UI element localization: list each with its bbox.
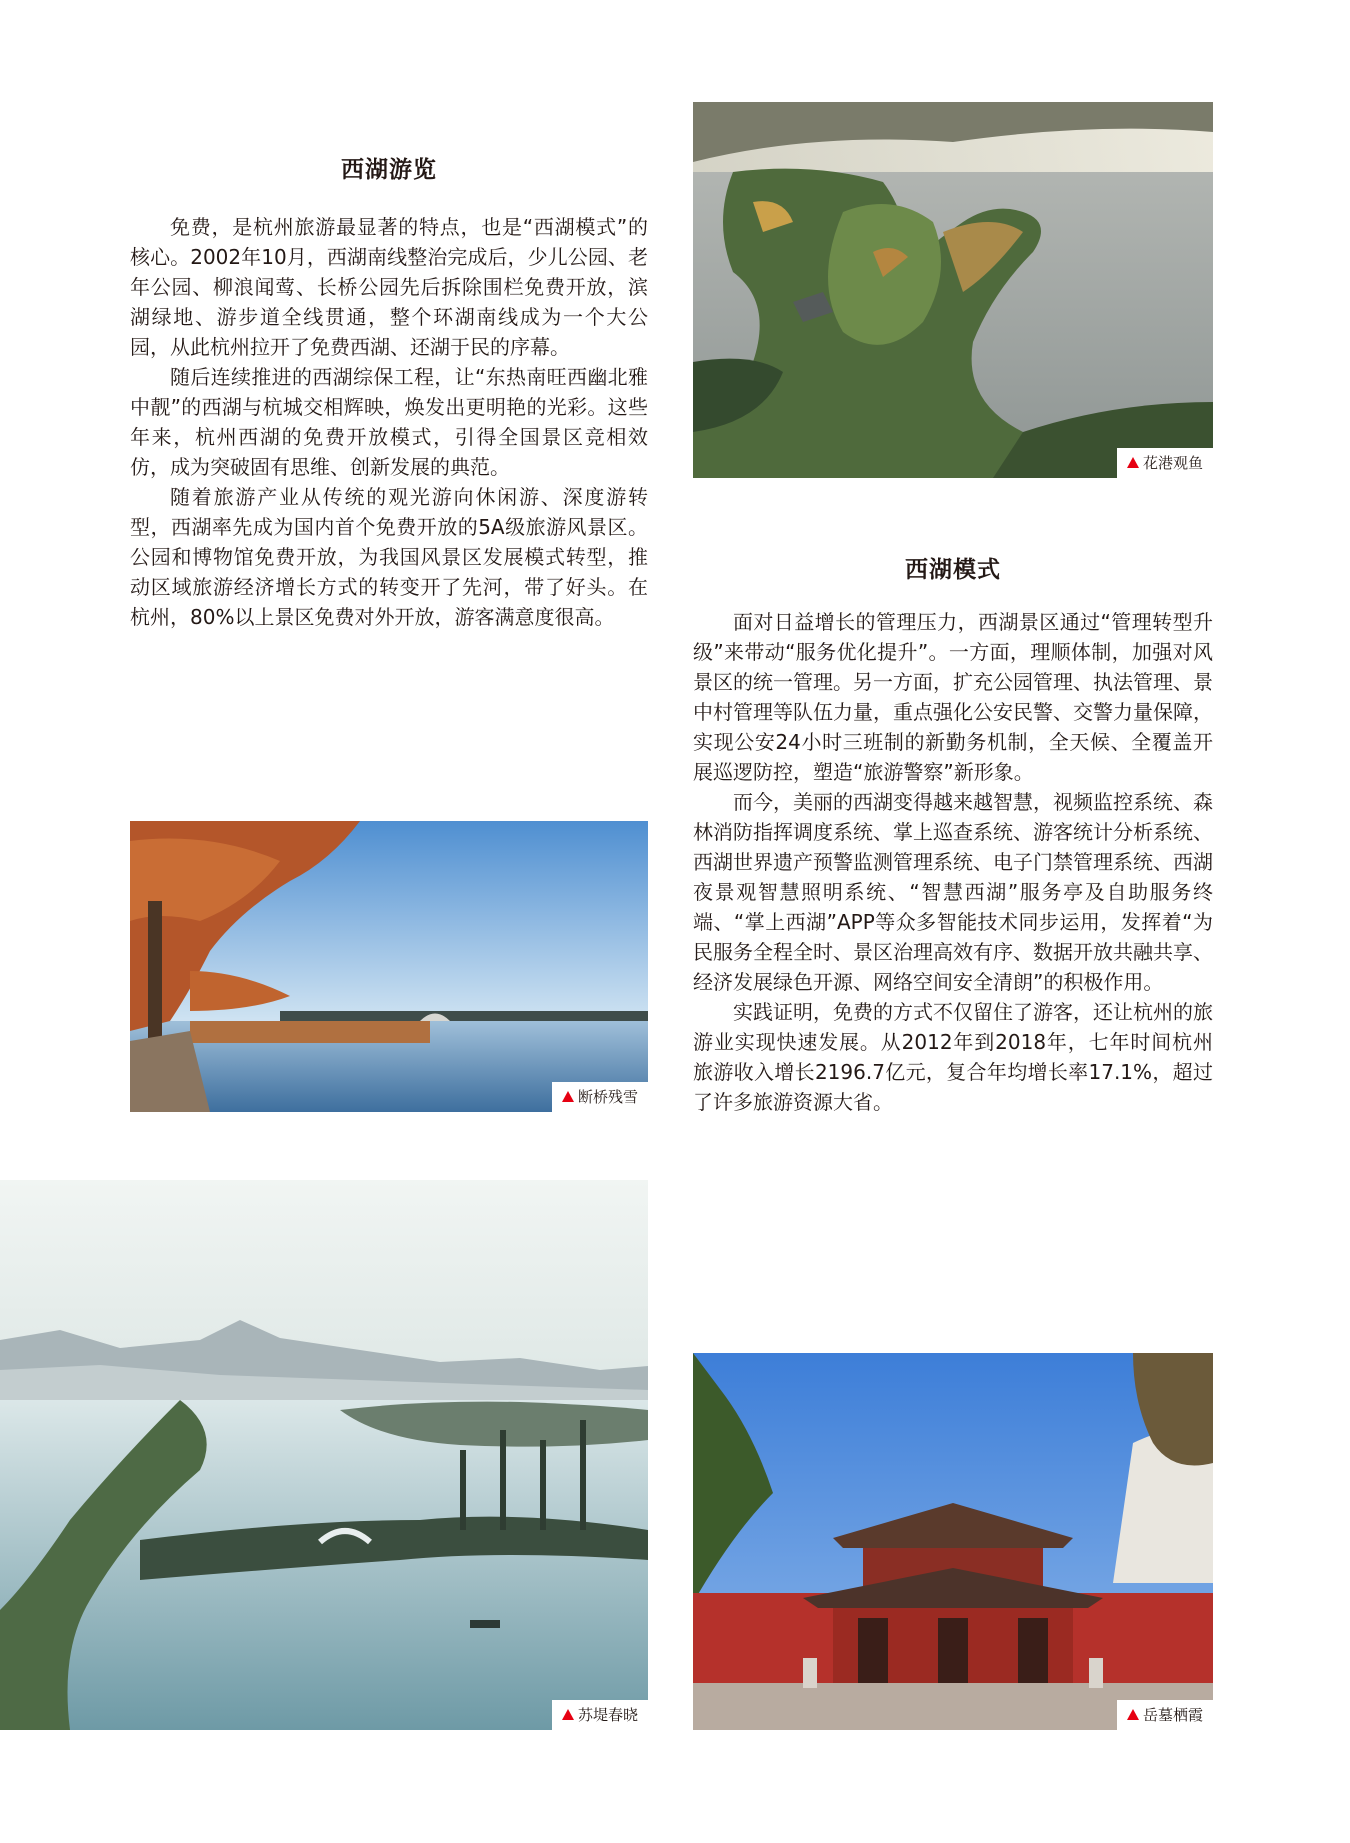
section-title-xihu-youlan: 西湖游览 — [341, 157, 437, 183]
photo-caption — [552, 1700, 648, 1730]
red-triangle-icon — [1127, 1709, 1139, 1720]
paragraph: 免费，是杭州旅游最显著的特点，也是“西湖模式”的核心。2002年10月，西湖南线整治完成后，少儿公园、老年公园、柳浪闻莺、长桥公园先后拆除围栏免费开放，滨湖绿地、游步道全线贯通，整个环湖南线成为一个大公园，从此杭州拉开了免费西湖、还湖于民的序幕。 — [130, 215, 648, 359]
caption-text: 花港观鱼 — [1142, 454, 1203, 472]
paragraph: 面对日益增长的管理压力，西湖景区通过“管理转型升级”来带动“服务优化提升”。一方面，理顺体制，加强对风景区的统一管理。另一方面，扩充公园管理、执法管理、景中村管理等队伍力量，重点强化公安民警、交警力量保障，实现公安24小时三班制的新勤务机制，全天候、全覆盖开展巡逻防控，塑造“旅游警察”新形象。 — [693, 610, 1213, 784]
photo-duanqiao-canxue — [130, 821, 648, 1112]
paragraph: 随后连续推进的西湖综保工程，让“东热南旺西幽北雅中靓”的西湖与杭城交相辉映，焕发出更明艳的光彩。这些年来，杭州西湖的免费开放模式，引得全国景区竞相效仿，成为突破固有思维、创新发展的典范。 — [130, 365, 648, 479]
right-article-body — [693, 607, 1213, 1117]
red-triangle-icon — [1127, 457, 1139, 468]
huagang-image — [693, 102, 1213, 478]
left-article-body — [130, 212, 648, 632]
paragraph: 而今，美丽的西湖变得越来越智慧，视频监控系统、森林消防指挥调度系统、掌上巡查系统、游客统计分析系统、西湖世界遗产预警监测管理系统、电子门禁管理系统、西湖夜景观智慧照明系统、“智慧西湖”服务亭及自助服务终端、“掌上西湖”APP等众多智能技术同步运用，发挥着“为民服务全程全时、景区治理高效有序、数据开放共融共享、经济发展绿色开源、网络空间安全清朗”的积极作用。 — [693, 790, 1213, 994]
paragraph: 随着旅游产业从传统的观光游向休闲游、深度游转型，西湖率先成为国内首个免费开放的5A级旅游风景区。公园和博物馆免费开放，为我国风景区发展模式转型，推动区域旅游经济增长方式的转变开了先河，带了好头。在杭州，80%以上景区免费对外开放，游客满意度很高。 — [130, 485, 648, 629]
photo-caption — [552, 1082, 648, 1112]
paragraph: 实践证明，免费的方式不仅留住了游客，还让杭州的旅游业实现快速发展。从2012年到2018年，七年时间杭州旅游收入增长2196.7亿元，复合年均增长率17.1%，超过了许多旅游资源大省。 — [693, 1000, 1213, 1114]
duanqiao-image — [130, 821, 648, 1112]
yuemu-image — [693, 1353, 1213, 1730]
caption-text: 断桥残雪 — [577, 1088, 638, 1106]
photo-sudi-chunxiao — [0, 1180, 648, 1730]
section-title-xihu-moshi: 西湖模式 — [905, 557, 1001, 583]
photo-caption — [1117, 1700, 1213, 1730]
photo-huagang-guanyu — [693, 102, 1213, 478]
red-triangle-icon — [562, 1091, 574, 1102]
caption-text: 苏堤春晓 — [577, 1706, 638, 1724]
photo-caption — [1117, 448, 1213, 478]
sudi-image — [0, 1180, 648, 1730]
caption-text: 岳墓栖霞 — [1142, 1706, 1203, 1724]
photo-yuemu-qixia — [693, 1353, 1213, 1730]
red-triangle-icon — [562, 1709, 574, 1720]
